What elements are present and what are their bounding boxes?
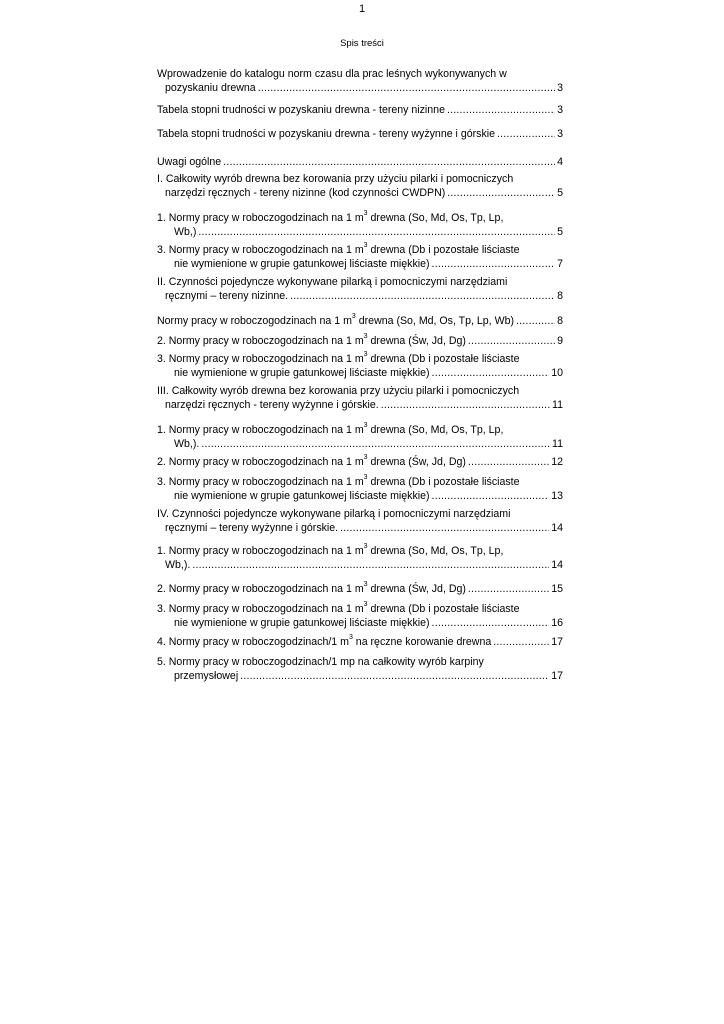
toc-entry-text: Wb,). <box>165 558 191 571</box>
superscript: 3 <box>348 634 353 642</box>
toc-entry <box>157 603 563 630</box>
dot-leader <box>516 315 555 329</box>
toc-entry-text: 4. Normy pracy w roboczogodzinach/1 m <box>157 636 349 648</box>
toc-page-number: 4 <box>557 156 563 168</box>
toc-page-number: 14 <box>551 521 563 534</box>
toc-entry-text: 3. Normy pracy w roboczogodzinach na 1 m <box>157 476 364 488</box>
toc-page-number: 9 <box>557 335 563 347</box>
toc-entry-text: Uwagi ogólne <box>157 156 222 168</box>
toc-entry <box>157 104 563 118</box>
superscript: 3 <box>363 581 368 589</box>
toc-entry-text: drewna (Db i pozostałe liściaste <box>367 244 520 256</box>
toc-entry-text: Wb,). <box>174 437 200 450</box>
toc-entry <box>157 476 563 503</box>
toc-entry <box>157 244 563 271</box>
toc-entry-text: 1. Normy pracy w roboczogodzinach na 1 m <box>157 424 364 436</box>
toc-entry-text: 2. Normy pracy w roboczogodzinach na 1 m <box>157 335 364 347</box>
toc-entry-text: Normy pracy w roboczogodzinach na 1 m <box>157 315 352 327</box>
toc-page-number: 5 <box>557 225 563 238</box>
toc-page-number: 17 <box>551 636 563 648</box>
dot-leader <box>223 156 555 170</box>
toc-entry <box>157 456 563 470</box>
dot-leader <box>432 617 550 631</box>
toc-entry-text: drewna (Św, Jd, Dg) <box>367 456 466 468</box>
toc-entry-text: 1. Normy pracy w roboczogodzinach na 1 m <box>157 545 364 557</box>
toc-page-number: 3 <box>557 128 563 140</box>
toc-entry-text: drewna (So, Md, Os, Tp, Lp, Wb) <box>355 315 514 327</box>
toc-entry-text: Wb,) <box>174 225 197 238</box>
toc-entry <box>157 276 563 303</box>
toc-entry <box>157 335 563 349</box>
toc-entry-text: drewna (So, Md, Os, Tp, Lp, <box>367 545 504 557</box>
toc-entry-text: na ręczne korowanie drewna <box>352 636 492 648</box>
toc-page-number: 14 <box>551 558 563 571</box>
toc-entry-text: 1. Normy pracy w roboczogodzinach na 1 m <box>157 212 364 224</box>
toc-entry-text: drewna (So, Md, Os, Tp, Lp, <box>367 212 504 224</box>
superscript: 3 <box>363 454 368 462</box>
toc-entry-text: 3. Normy pracy w roboczogodzinach na 1 m <box>157 603 364 615</box>
superscript: 3 <box>363 474 368 482</box>
dot-leader <box>468 456 549 470</box>
toc-entry <box>157 173 563 200</box>
toc-entry-text: przemysłowej <box>174 669 239 682</box>
toc-entry-text: Tabela stopni trudności w pozyskaniu drewna - tereny wyżynne i górskie <box>157 128 495 140</box>
dot-leader <box>192 559 549 573</box>
toc-entry-text: ręcznymi – tereny nizinne. <box>165 289 289 302</box>
dot-leader <box>240 670 549 684</box>
superscript: 3 <box>363 242 368 250</box>
toc-page-number: 3 <box>557 104 563 116</box>
toc-entry-text: nie wymienione w grupie gatunkowej liściaste miękkie) <box>174 257 430 270</box>
superscript: 3 <box>363 333 368 341</box>
dot-leader <box>258 82 555 96</box>
toc-page-number: 15 <box>551 583 563 595</box>
toc-entry-text: 5. Normy pracy w roboczogodzinach/1 mp na całkowity wyrób karpiny <box>157 656 484 668</box>
toc-entry-text: 3. Normy pracy w roboczogodzinach na 1 m <box>157 244 364 256</box>
dot-leader <box>432 490 550 504</box>
toc-entry <box>157 656 563 683</box>
toc-entry-text: III. Całkowity wyrób drewna bez korowania przy użyciu pilarki i pomocniczych <box>157 385 520 397</box>
toc-entry <box>157 68 563 95</box>
toc-page-number: 16 <box>551 616 563 629</box>
dot-leader <box>198 226 555 240</box>
toc-entry-text: drewna (Db i pozostałe liściaste <box>367 353 520 365</box>
toc-entry-text: narzędzi ręcznych - tereny wyżynne i górskie. <box>165 398 379 411</box>
toc-entry-text: nie wymienione w grupie gatunkowej liściaste miękkie) <box>174 489 430 502</box>
toc-page-number: 10 <box>551 366 563 379</box>
dot-leader <box>493 636 549 650</box>
toc-entry <box>157 583 563 597</box>
toc-entry-text: drewna (Św, Jd, Dg) <box>367 335 466 347</box>
superscript: 3 <box>363 422 368 430</box>
toc-entry <box>157 353 563 380</box>
toc-entry-text: II. Czynności pojedyncze wykonywane pilarką i pomocniczymi narzędziami <box>157 276 508 288</box>
dot-leader <box>447 187 555 201</box>
toc-entry <box>157 156 563 170</box>
dot-leader <box>497 128 555 142</box>
toc-entry-text: 2. Normy pracy w roboczogodzinach na 1 m <box>157 583 364 595</box>
superscript: 3 <box>351 313 356 321</box>
toc-entry <box>157 545 563 572</box>
toc-page-number: 7 <box>557 257 563 270</box>
toc-entry-text: ręcznymi – tereny wyżynne i górskie. <box>165 521 339 534</box>
toc-entry-text: Wprowadzenie do katalogu norm czasu dla prac leśnych wykonywanych w <box>157 68 507 80</box>
toc-title: Spis treści <box>340 38 384 49</box>
toc-entry-text: narzędzi ręcznych - tereny nizinne (kod czynności CWDPN) <box>165 186 446 199</box>
toc-entry-text: IV. Czynności pojedyncze wykonywane pilarką i pomocniczymi narzędziami <box>157 508 511 520</box>
toc-entry <box>157 315 563 329</box>
dot-leader <box>432 258 556 272</box>
toc-entry-text: nie wymienione w grupie gatunkowej liściaste miękkie) <box>174 616 430 629</box>
toc-entry-text: 3. Normy pracy w roboczogodzinach na 1 m <box>157 353 364 365</box>
toc-page-number: 11 <box>552 437 563 450</box>
toc-entry <box>157 424 563 451</box>
toc-entry-text: I. Całkowity wyrób drewna bez korowania przy użyciu pilarki i pomocniczych <box>157 173 514 185</box>
toc-entry-text: nie wymienione w grupie gatunkowej liściaste miękkie) <box>174 366 430 379</box>
superscript: 3 <box>363 601 368 609</box>
toc-entry-text: pozyskaniu drewna <box>165 81 256 94</box>
toc-page-number: 12 <box>551 456 563 468</box>
toc-page-number: 3 <box>557 81 563 94</box>
toc-page-number: 11 <box>552 398 563 411</box>
dot-leader <box>468 335 555 349</box>
superscript: 3 <box>363 210 368 218</box>
toc-page-number: 13 <box>551 489 563 502</box>
toc-entry <box>157 212 563 239</box>
toc-page-number: 17 <box>551 669 563 682</box>
dot-leader <box>290 290 555 304</box>
toc-entry-text: drewna (Św, Jd, Dg) <box>367 583 466 595</box>
toc-page-number: 8 <box>557 289 563 302</box>
dot-leader <box>381 399 550 413</box>
toc-entry <box>157 128 563 142</box>
toc-entry <box>157 636 563 650</box>
toc-page-number: 8 <box>557 315 563 327</box>
superscript: 3 <box>363 351 368 359</box>
toc-page-number: 5 <box>557 186 563 199</box>
toc-entry-text: Tabela stopni trudności w pozyskaniu drewna - tereny nizinne <box>157 104 445 116</box>
superscript: 3 <box>363 543 368 551</box>
dot-leader <box>340 522 549 536</box>
dot-leader <box>432 367 550 381</box>
toc-entry-text: drewna (Db i pozostałe liściaste <box>367 476 520 488</box>
page-number: 1 <box>358 3 366 15</box>
dot-leader <box>201 438 550 452</box>
toc-entry-text: drewna (So, Md, Os, Tp, Lp, <box>367 424 504 436</box>
toc-entry <box>157 508 563 535</box>
toc-entry-text: 2. Normy pracy w roboczogodzinach na 1 m <box>157 456 364 468</box>
toc-entry <box>157 385 563 412</box>
dot-leader <box>447 104 555 118</box>
dot-leader <box>468 583 549 597</box>
toc-entry-text: drewna (Db i pozostałe liściaste <box>367 603 520 615</box>
